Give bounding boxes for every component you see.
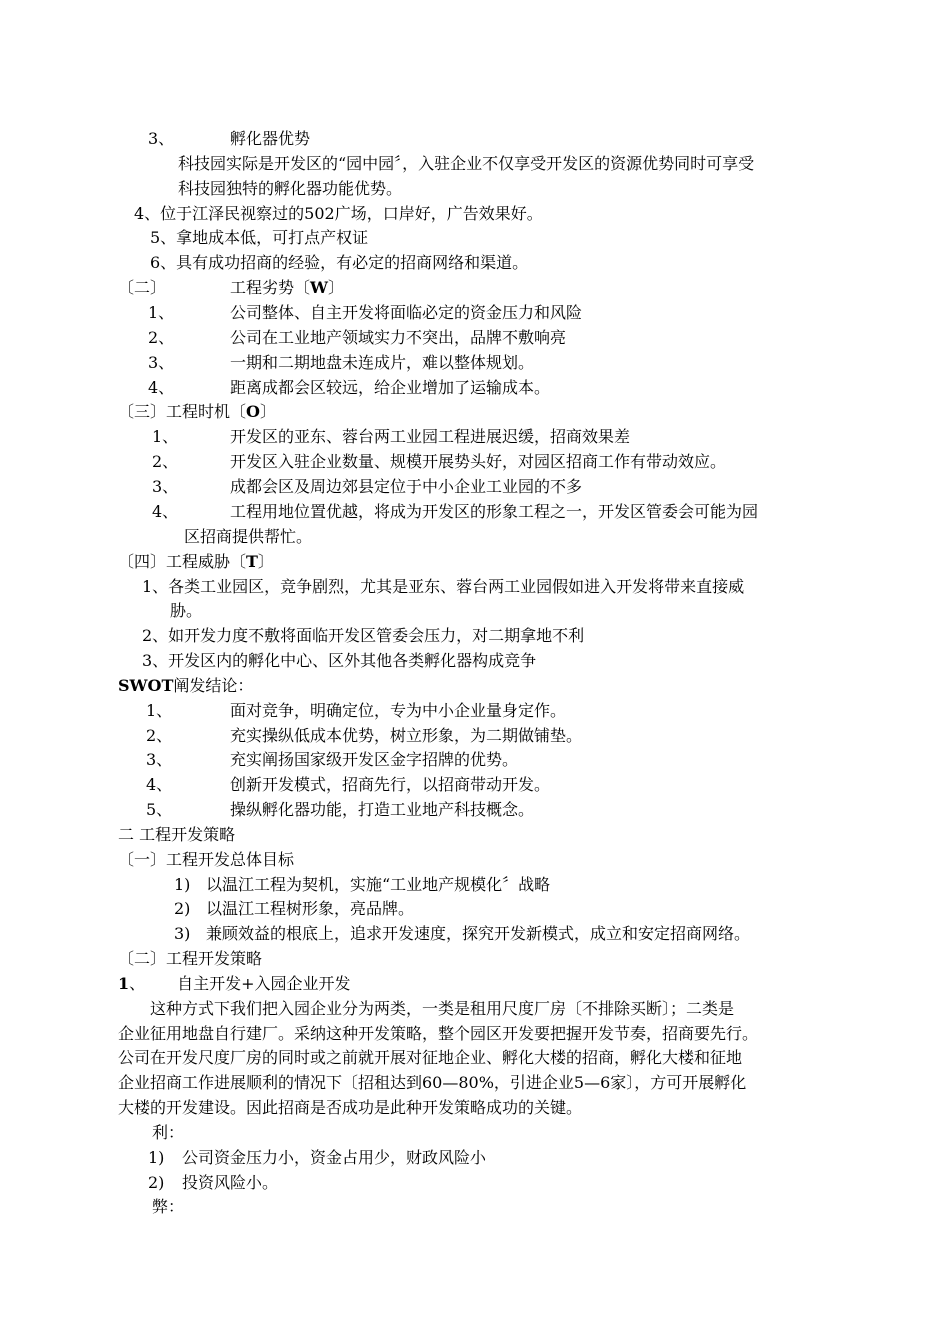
list-item: 1、 面对竞争，明确定位，专为中小企业量身定作。	[146, 701, 567, 720]
list-item: 3、 成都会区及周边郊县定位于中小企业工业园的不多	[152, 477, 583, 496]
list-item: 1、 开发区的亚东、蓉台两工业园工程进展迟缓，招商效果差	[152, 427, 631, 446]
section-heading: SWOT阐发结论：	[118, 676, 254, 695]
text-line: 利：	[152, 1123, 185, 1142]
paragraph-line: 公司在开发尺度厂房的同时或之前就开展对征地企业、孵化大楼的招商，孵化大楼和征地	[118, 1048, 743, 1067]
section-heading: 1、 自主开发+入园企业开发	[118, 974, 351, 993]
list-item: 4、 工程用地位置优越，将成为开发区的形象工程之一，开发区管委会可能为园	[152, 502, 759, 521]
list-item: 1) 以温江工程为契机，实施“工业地产规模化〞战略	[174, 875, 551, 894]
list-item: 1) 公司资金压力小，资金占用少，财政风险小	[148, 1148, 487, 1167]
section-heading: 〔二〕 工程劣势〔W〕	[118, 278, 344, 297]
list-item: 5、 操纵孵化器功能，打造工业地产科技概念。	[146, 800, 535, 819]
text-line: 区招商提供帮忙。	[184, 527, 313, 546]
list-item: 3、开发区内的孵化中心、区外其他各类孵化器构成竞争	[142, 651, 537, 670]
text-line: 科技园实际是开发区的“园中园〞，入驻企业不仅享受开发区的资源优势同时可享受	[178, 154, 755, 173]
text-line: 6、具有成功招商的经验，有必定的招商网络和渠道。	[150, 253, 529, 272]
paragraph-line: 这种方式下我们把入园企业分为两类，一类是租用尺度厂房〔不排除买断〕；二类是	[150, 999, 735, 1018]
list-item: 4、 距离成都会区较远，给企业增加了运输成本。	[148, 378, 551, 397]
list-item: 3、 充实阐扬国家级开发区金字招牌的优势。	[146, 750, 519, 769]
section-heading: 〔一〕工程开发总体目标	[118, 850, 295, 869]
text-line: 3、 孵化器优势	[148, 129, 311, 148]
paragraph-line: 大楼的开发建设。因此招商是否成功是此种开发策略成功的关键。	[118, 1098, 583, 1117]
text-line: 胁。	[170, 601, 203, 620]
text-line: 弊：	[152, 1197, 185, 1216]
list-item: 2、 开发区入驻企业数量、规模开展势头好，对园区招商工作有带动效应。	[152, 452, 727, 471]
list-item: 2) 投资风险小。	[148, 1173, 279, 1192]
paragraph-line: 企业征用地盘自行建厂。采纳这种开发策略，整个园区开发要把握开发节奏，招商要先行。	[118, 1024, 759, 1043]
list-item: 3、 一期和二期地盘未连成片，难以整体规划。	[148, 353, 535, 372]
text-line: 4、位于江泽民视察过的502广场，口岸好，广告效果好。	[134, 204, 543, 223]
text-line: 科技园独特的孵化器功能优势。	[178, 179, 403, 198]
paragraph-line: 企业招商工作进展顺利的情况下〔招租达到60—80%，引进企业5—6家〕，方可开展孵化	[118, 1073, 747, 1092]
list-item: 3) 兼顾效益的根底上，追求开发速度，探究开发新模式，成立和安定招商网络。	[174, 924, 751, 943]
section-heading: 〔二〕工程开发策略	[118, 949, 263, 968]
section-heading: 〔三〕工程时机〔O〕	[118, 402, 276, 421]
section-heading: 〔四〕工程威胁〔T〕	[118, 552, 274, 571]
list-item: 4、 创新开发模式，招商先行，以招商带动开发。	[146, 775, 551, 794]
list-item: 2、 充实操纵低成本优势，树立形象，为二期做铺垫。	[146, 726, 583, 745]
list-item: 2、如开发力度不敷将面临开发区管委会压力，对二期拿地不利	[142, 626, 585, 645]
text-line: 5、拿地成本低，可打点产权证	[150, 228, 369, 247]
list-item: 2) 以温江工程树形象，亮品牌。	[174, 899, 415, 918]
list-item: 1、 公司整体、自主开发将面临必定的资金压力和风险	[148, 303, 583, 322]
list-item: 2、 公司在工业地产领域实力不突出，品牌不敷响亮	[148, 328, 567, 347]
list-item: 1、各类工业园区，竞争剧烈，尤其是亚东、蓉台两工业园假如进入开发将带来直接威	[142, 577, 745, 596]
section-heading: 二 工程开发策略	[118, 825, 236, 844]
